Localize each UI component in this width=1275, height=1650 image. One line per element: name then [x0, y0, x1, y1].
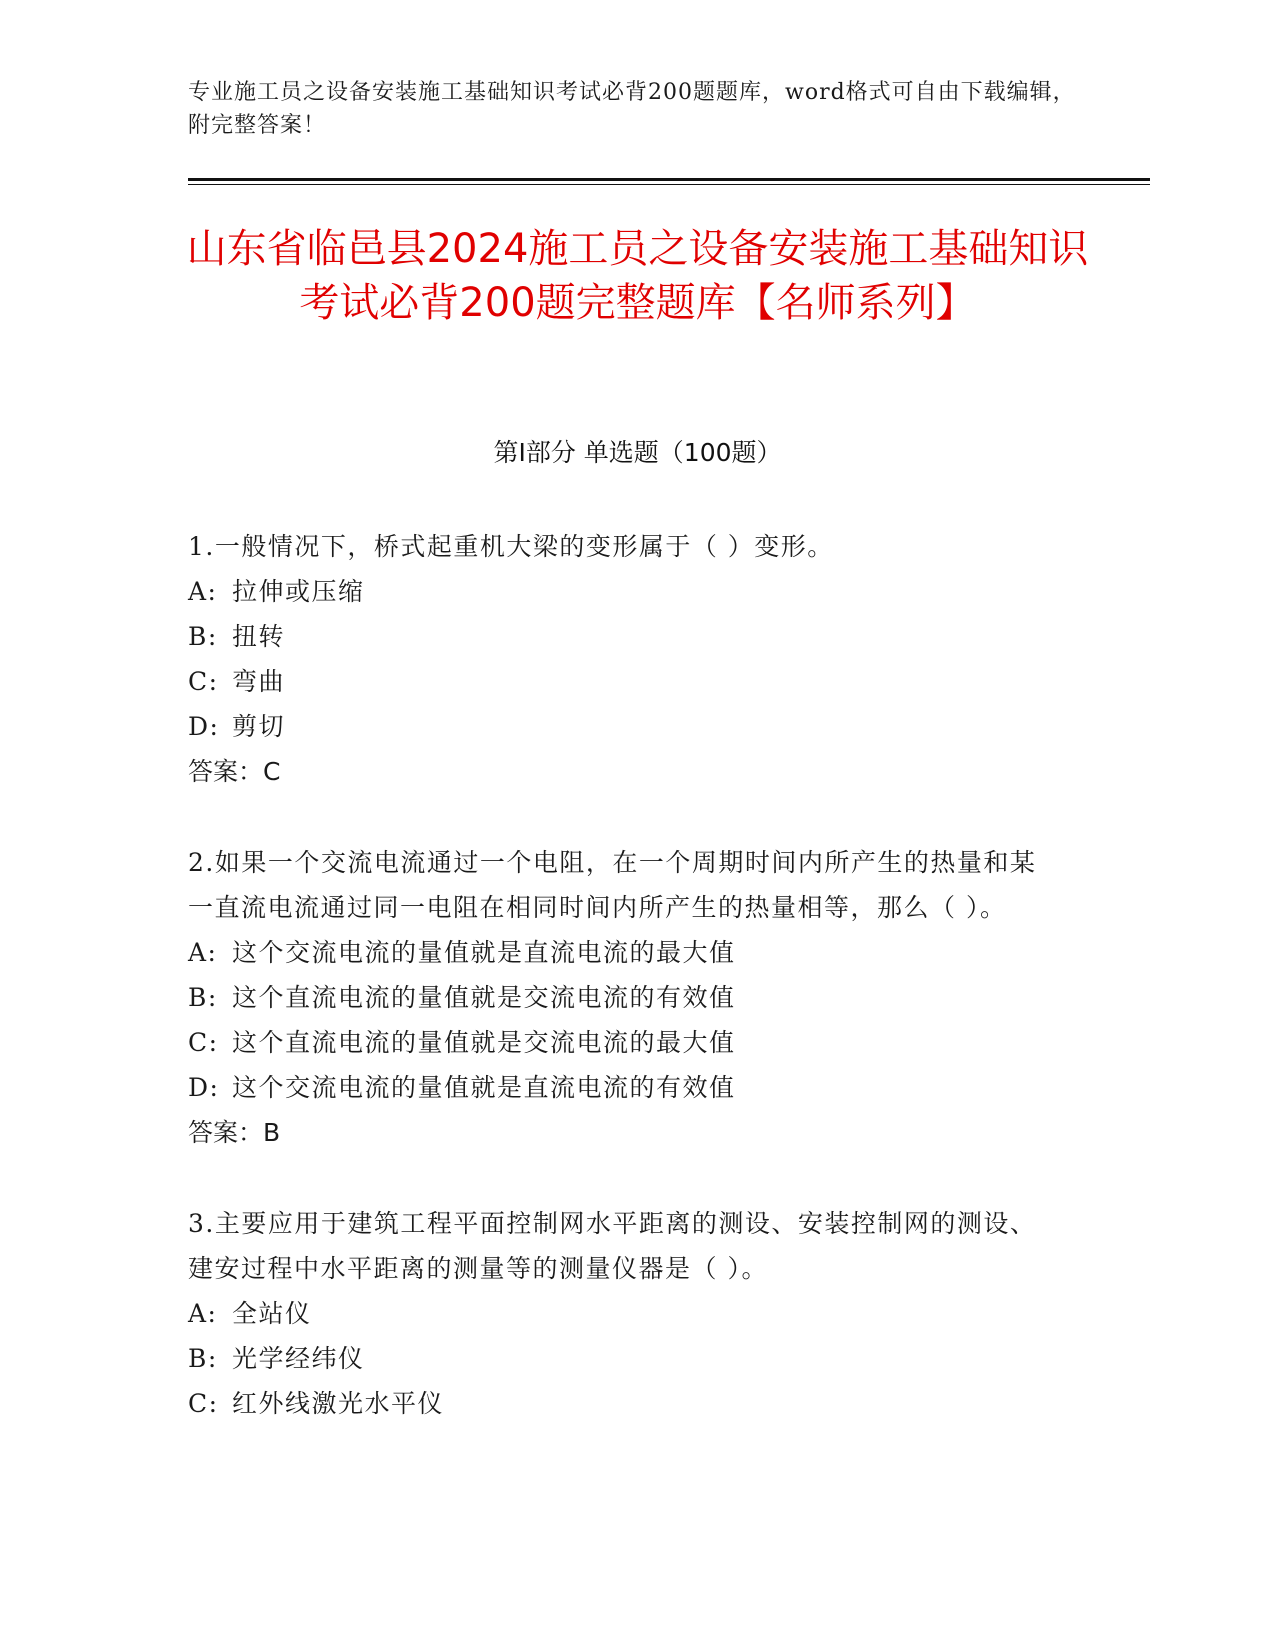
option-text: 这个交流电流的量值就是直流电流的最大值: [232, 938, 736, 967]
answer-line: 答案：B: [188, 1118, 281, 1147]
option-letter: A:: [188, 938, 218, 967]
option-letter: D:: [188, 712, 220, 741]
option-b: [188, 614, 1058, 659]
option-letter: C:: [188, 1389, 219, 1418]
option-b: [188, 1336, 1058, 1381]
option-letter: B:: [188, 983, 218, 1012]
header-note: 专业施工员之设备安装施工基础知识考试必背200题题库，word格式可自由下载编辑，附完整答案！: [188, 80, 1076, 138]
option-text: 扭转: [232, 622, 286, 651]
option-text: 这个交流电流的量值就是直流电流的有效值: [232, 1073, 736, 1102]
question-list: [188, 524, 1058, 1472]
option-letter: D:: [188, 1073, 220, 1102]
option-text: 拉伸或压缩: [232, 577, 365, 606]
option-a: [188, 1291, 1058, 1336]
question-stem: 3.主要应用于建筑工程平面控制网水平距离的测设、安装控制网的测设、建安过程中水平距离的测量等的测量仪器是（ ）。: [188, 1209, 1037, 1283]
option-letter: B:: [188, 622, 218, 651]
option-text: 剪切: [232, 712, 286, 741]
option-letter: B:: [188, 1344, 218, 1373]
option-d: [188, 1065, 1058, 1110]
question-stem: 2.如果一个交流电流通过一个电阻，在一个周期时间内所产生的热量和某一直流电流通过同一电阻在相同时间内所产生的热量相等，那么（ ）。: [188, 848, 1037, 922]
option-text: 光学经纬仪: [232, 1344, 365, 1373]
option-a: [188, 569, 1058, 614]
section-title: 第I部分 单选题（100题）: [493, 438, 782, 467]
answer-line: 答案：C: [188, 757, 281, 786]
header-divider-thick: [188, 178, 1150, 181]
option-c: [188, 1381, 1058, 1426]
option-b: [188, 975, 1058, 1020]
question-stem: 1.一般情况下，桥式起重机大梁的变形属于（ ）变形。: [188, 532, 834, 561]
option-text: 全站仪: [232, 1299, 312, 1328]
option-text: 这个直流电流的量值就是交流电流的最大值: [232, 1028, 736, 1057]
document-title: 山东省临邑县2024施工员之设备安装施工基础知识考试必背200题完整题库【名师系列】: [186, 226, 1089, 326]
question-3: [188, 1201, 1058, 1426]
option-a: [188, 930, 1058, 975]
option-letter: C:: [188, 1028, 219, 1057]
option-c: [188, 1020, 1058, 1065]
option-letter: A:: [188, 1299, 218, 1328]
option-d: [188, 704, 1058, 749]
option-letter: A:: [188, 577, 218, 606]
option-text: 弯曲: [232, 667, 286, 696]
option-letter: C:: [188, 667, 219, 696]
header-divider-thin: [188, 184, 1150, 185]
question-1: [188, 524, 1058, 794]
option-text: 红外线激光水平仪: [232, 1389, 445, 1418]
option-text: 这个直流电流的量值就是交流电流的有效值: [232, 983, 736, 1012]
option-c: [188, 659, 1058, 704]
question-2: [188, 840, 1058, 1155]
